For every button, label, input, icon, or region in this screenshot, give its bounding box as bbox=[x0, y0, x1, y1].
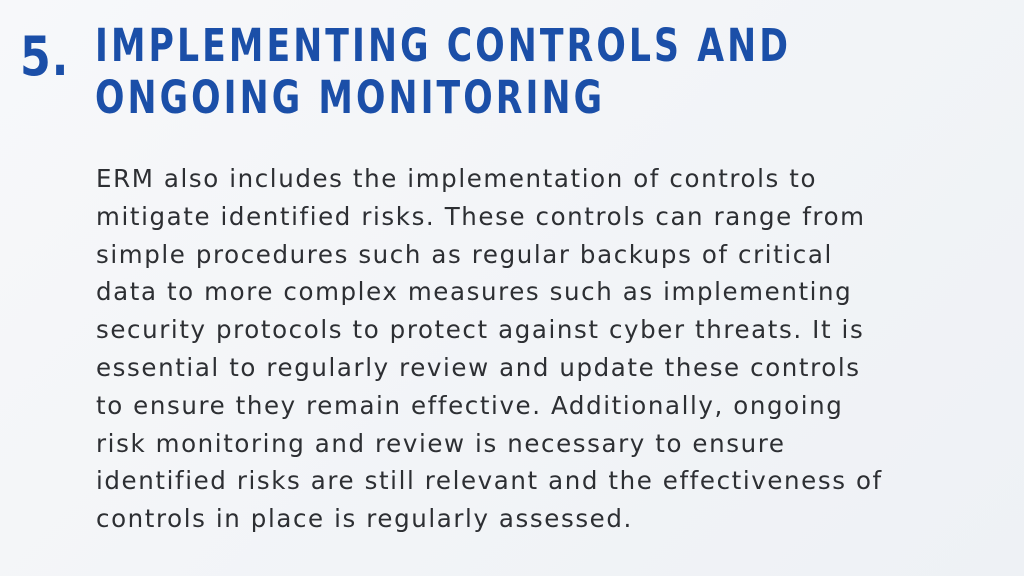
section-title-line-1: IMPLEMENTING CONTROLS AND bbox=[95, 19, 792, 72]
body-line-9: identified risks are still relevant and the effectiveness of bbox=[96, 466, 883, 496]
section-number bbox=[20, 22, 69, 92]
body-line-1: ERM also includes the implementation of controls to bbox=[96, 164, 818, 193]
section-number-suffix: . bbox=[51, 25, 70, 88]
section-number-value: 5 bbox=[20, 25, 52, 88]
body-line-6: essential to regularly review and update these controls bbox=[96, 352, 861, 382]
section-title bbox=[95, 20, 791, 124]
body-line-8: risk monitoring and review is necessary to ensure bbox=[96, 428, 786, 458]
body-line-10: controls in place is regularly assessed. bbox=[96, 504, 633, 534]
body-line-2: mitigate identified risks. These controls can range from bbox=[96, 201, 866, 231]
body-line-3: simple procedures such as regular backups of critical bbox=[96, 239, 833, 269]
section-title-line-2: ONGOING MONITORING bbox=[95, 71, 606, 124]
body-paragraph bbox=[96, 160, 996, 538]
body-line-7: to ensure they remain effective. Additionally, ongoing bbox=[96, 390, 844, 420]
body-line-5: security protocols to protect against cyber threats. It is bbox=[96, 315, 865, 345]
body-line-4: data to more complex measures such as implementing bbox=[96, 277, 853, 307]
